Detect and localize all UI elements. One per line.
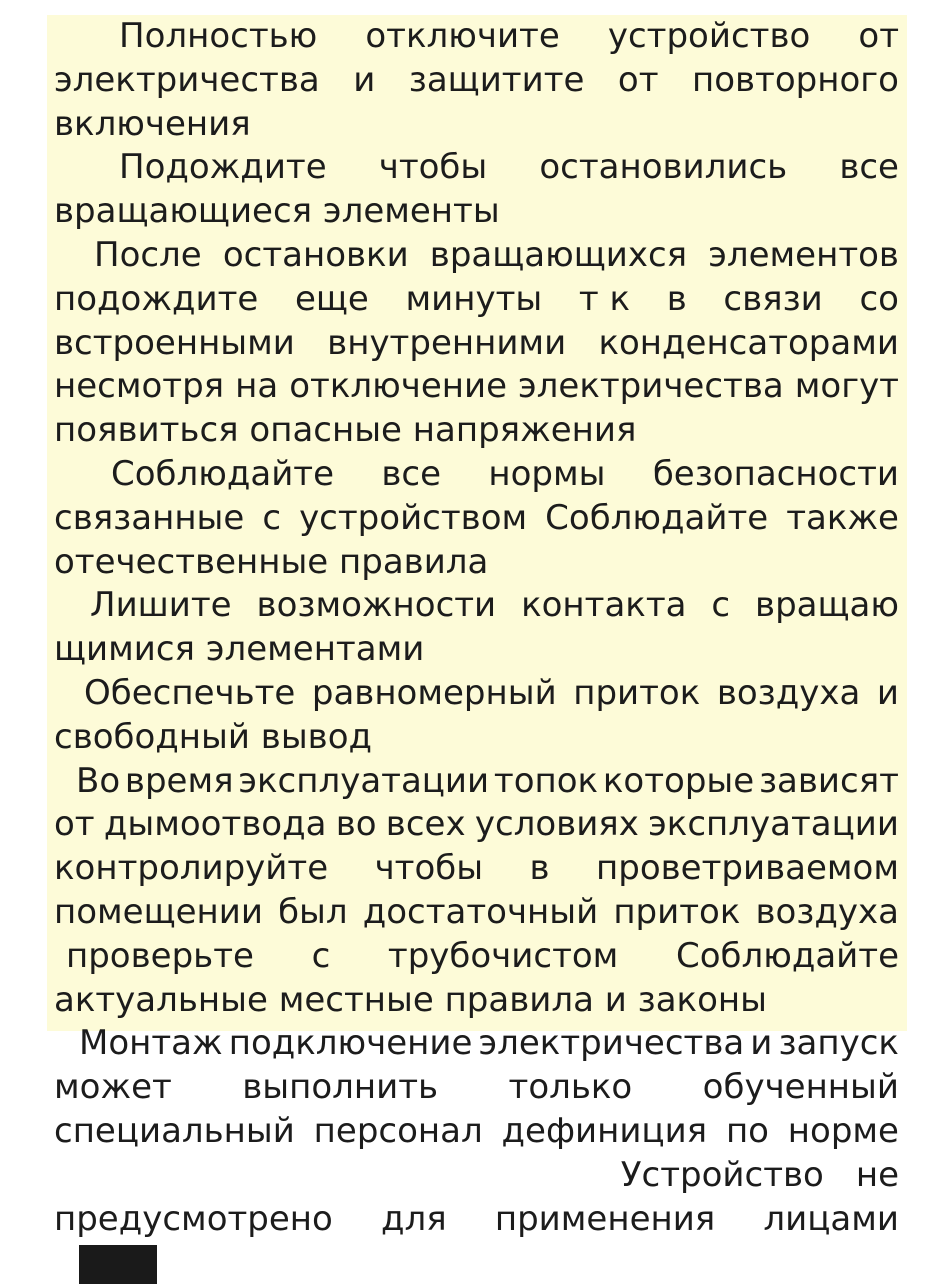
text-word: вращающиеся элементы [54, 191, 500, 232]
text-word: со [859, 278, 899, 319]
text-word: Устройство [620, 1154, 824, 1195]
text-word: связи [723, 278, 823, 319]
text-word: вращающихся [429, 234, 688, 275]
text-word: связанные [54, 497, 245, 538]
text-word: актуальные местные правила и законы [54, 979, 767, 1020]
text-word: обученный [702, 1067, 899, 1108]
text-word: зависят [758, 760, 899, 801]
text-word: эксплуатации [648, 804, 899, 845]
text-word: Обеспечьте [84, 672, 296, 713]
text-word: появиться опасные напряжения [54, 410, 637, 451]
text-line [54, 847, 899, 891]
text-line [54, 497, 899, 541]
text-line [54, 234, 899, 278]
text-word: был [278, 891, 348, 932]
text-line [54, 1198, 899, 1242]
text-word: Монтаж [79, 1023, 223, 1064]
text-word: т к [578, 278, 631, 319]
text-word: дымоотвода [103, 804, 327, 845]
text-word: от [617, 59, 659, 100]
text-word: конденсаторами [598, 322, 899, 363]
text-word: вращаю [755, 585, 899, 626]
text-word: все [839, 147, 899, 188]
text-word: достаточный [362, 891, 599, 932]
text-word: проверьте [66, 935, 254, 976]
text-line [54, 409, 899, 453]
redaction-box [79, 1245, 157, 1284]
text-word: с [262, 497, 282, 538]
text-line [54, 322, 899, 366]
text-word: чтобы [378, 147, 488, 188]
text-word: контакта [521, 585, 687, 626]
text-word: устройство [607, 16, 811, 56]
text-word: эксплуатации [238, 760, 490, 801]
text-word: приток [613, 891, 741, 932]
text-word: внутренними [327, 322, 567, 363]
text-word: также [786, 497, 899, 538]
text-word: защитите [408, 59, 585, 100]
text-word: отключение [289, 366, 507, 407]
text-line [54, 935, 899, 979]
text-word: для [381, 1198, 447, 1239]
text-line [54, 891, 899, 935]
text-word: безопасности [652, 453, 899, 494]
text-word: электричества [478, 1023, 745, 1064]
text-word: не [855, 1154, 899, 1195]
text-line [54, 365, 899, 409]
text-word: элементов [708, 234, 899, 275]
text-line [54, 584, 899, 628]
text-word: и [876, 672, 899, 713]
text-word: условиях [474, 804, 639, 845]
text-word: электричества [518, 366, 784, 407]
text-word: свободный вывод [54, 716, 373, 757]
text-word: которые [602, 760, 755, 801]
text-word: повторного [691, 59, 899, 100]
text-word: выполнить [242, 1067, 439, 1108]
text-line [54, 146, 899, 190]
text-line [54, 541, 899, 585]
text-line [54, 1110, 899, 1154]
text-word: может [54, 1067, 172, 1108]
text-word: Полностью [119, 16, 318, 56]
text-word: остановились [539, 147, 788, 188]
text-word: остановки [222, 234, 409, 275]
text-line [54, 278, 899, 322]
text-word: и [353, 59, 376, 100]
text-word: персонал [313, 1110, 483, 1151]
text-word: подождите [54, 278, 259, 319]
text-word: во [335, 804, 377, 845]
text-word: минуты [405, 278, 543, 319]
text-word: по [725, 1110, 769, 1151]
text-line [54, 59, 899, 103]
text-word: могут [794, 366, 899, 407]
text-word: Соблюдайте [675, 935, 899, 976]
text-word: Лишите [90, 585, 232, 626]
text-word: специальный [54, 1110, 295, 1151]
text-word: от [858, 16, 899, 56]
text-word: После [94, 234, 202, 275]
text-word: помещении [54, 891, 263, 932]
text-line [54, 15, 899, 59]
text-word: щимися элементами [54, 629, 425, 670]
text-word: нормы [488, 453, 606, 494]
text-word: приток [573, 672, 701, 713]
text-line [54, 672, 899, 716]
text-word: дефиниция [501, 1110, 708, 1151]
text-line [54, 979, 899, 1023]
body-text [54, 15, 899, 1241]
text-line [54, 1066, 899, 1110]
text-word: норме [787, 1110, 899, 1151]
text-word: и [750, 1023, 773, 1064]
text-word: возможности [256, 585, 497, 626]
text-word: включения [54, 103, 251, 144]
text-word: топок [493, 760, 599, 801]
text-word: Соблюдайте [545, 497, 769, 538]
text-word: применения [494, 1198, 716, 1239]
text-line [54, 760, 899, 804]
text-word: равномерный [311, 672, 557, 713]
text-word: предусмотрено [54, 1198, 333, 1239]
text-word: воздуха [755, 891, 899, 932]
text-line [54, 103, 899, 147]
text-word: в [529, 848, 550, 889]
text-line [54, 190, 899, 234]
text-word: несмотря [54, 366, 225, 407]
text-word: чтобы [374, 848, 484, 889]
text-word: время [124, 760, 234, 801]
text-word: на [235, 366, 279, 407]
text-line [54, 1022, 899, 1066]
text-line [54, 1154, 899, 1198]
text-word: с [311, 935, 331, 976]
text-line [54, 803, 899, 847]
text-word: Во [76, 760, 121, 801]
text-word: отечественные правила [54, 541, 489, 582]
text-line [54, 716, 899, 760]
text-word: встроенными [54, 322, 295, 363]
text-word: отключите [365, 16, 560, 56]
text-line [54, 628, 899, 672]
text-word: устройством [299, 497, 528, 538]
text-word: воздуха [716, 672, 861, 713]
text-word: все [381, 453, 442, 494]
text-word: контролируйте [54, 848, 329, 889]
text-word: Соблюдайте [111, 453, 335, 494]
text-word: в [666, 278, 687, 319]
text-word: еще [294, 278, 369, 319]
text-word: лицами [763, 1198, 899, 1239]
text-word: подключение [228, 1023, 473, 1064]
text-word: проветриваемом [596, 848, 899, 889]
text-word: электричества [54, 59, 320, 100]
text-word: Подождите [119, 147, 327, 188]
text-word: от [54, 804, 95, 845]
text-word: запуск [778, 1023, 899, 1064]
text-line [54, 453, 899, 497]
text-word: всех [385, 804, 466, 845]
text-word: с [711, 585, 731, 626]
text-word: трубочистом [387, 935, 619, 976]
text-word: только [508, 1067, 633, 1108]
